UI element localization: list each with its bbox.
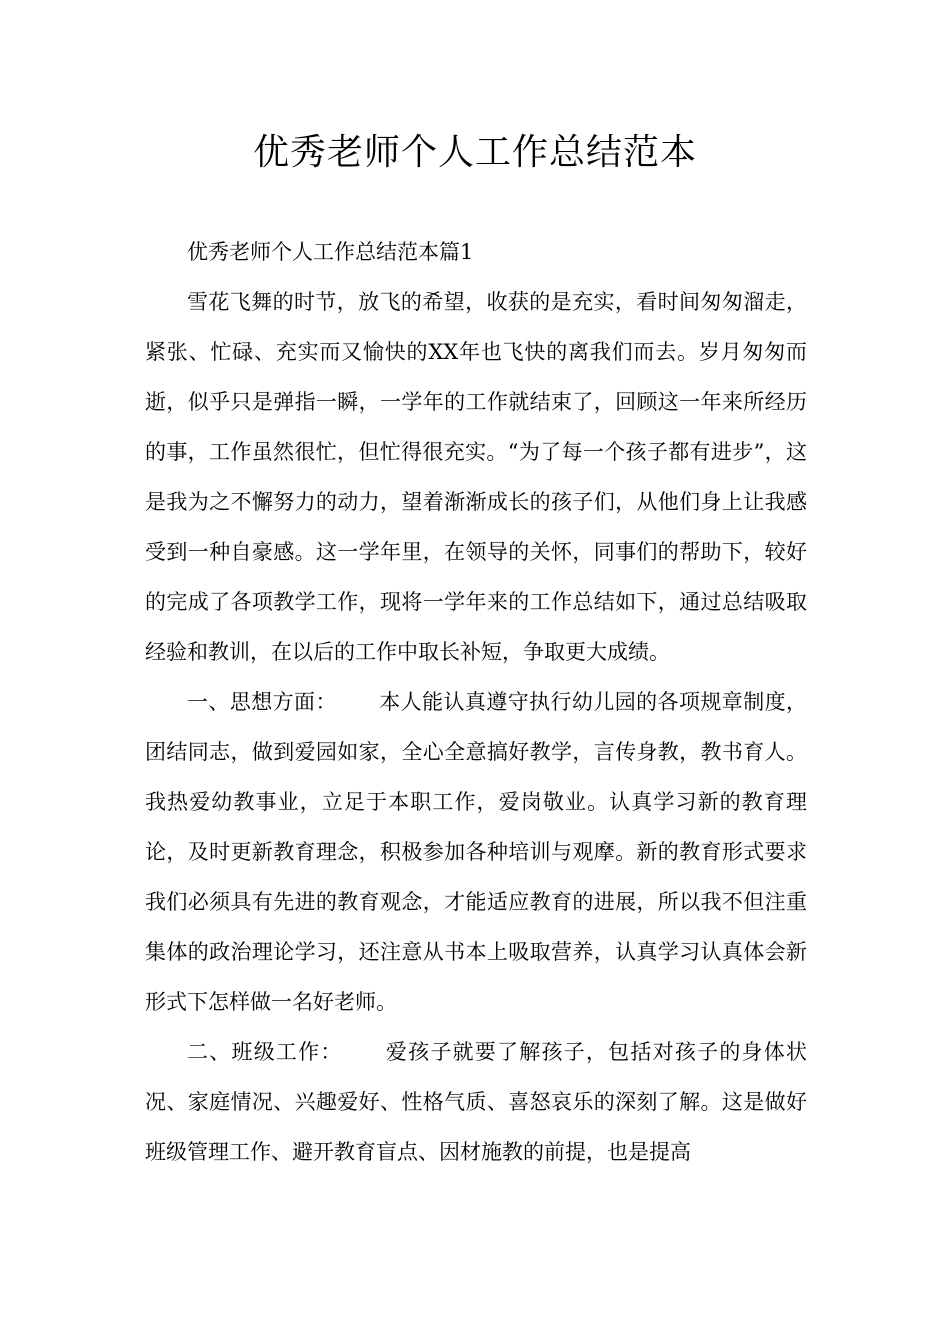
paragraph-section-2 <box>145 1027 807 1177</box>
paragraph-section-1 <box>145 677 807 1027</box>
document-title: 优秀老师个人工作总结范本 <box>252 132 697 173</box>
section-2-text: 爱孩子就要了解孩子，包括对孩子的身体状况、家庭情况、兴趣爱好、性格气质、喜怒哀乐的深刻了解。这是做好班级管理工作、避开教育盲点、因材施教的前提，也是提高 <box>145 1040 808 1164</box>
section-1-label: 一、思想方面： <box>187 690 337 714</box>
section-heading: 优秀老师个人工作总结范本篇1 <box>187 240 474 264</box>
paragraph-intro: 雪花飞舞的时节，放飞的希望，收获的是充实，看时间匆匆溜走，紧张、忙碌、充实而又愉快的XX年也飞快的离我们而去。岁月匆匆而逝，似乎只是弹指一瞬，一学年的工作就结束了，回顾这一年来所经历的事，工作虽然很忙，但忙得很充实。“为了每一个孩子都有进步”，这是我为之不懈努力的动力，望着渐渐成长的孩子们，从他们身上让我感受到一种自豪感。这一学年里，在领导的关怀，同事们的帮助下，较好的完成了各项教学工作，现将一学年来的工作总结如下，通过总结吸取经验和教训，在以后的工作中取长补短，争取更大成绩。 <box>145 290 807 664</box>
section-2-label: 二、班级工作： <box>187 1040 343 1064</box>
section-1-text: 本人能认真遵守执行幼儿园的各项规章制度，团结同志，做到爱园如家，全心全意搞好教学，言传身教，教书育人。我热爱幼教事业，立足于本职工作，爱岗敬业。认真学习新的教育理论，及时更新教育理念，积极参加各种培训与观摩。新的教育形式要求我们必须具有先进的教育观念，才能适应教育的进展，所以我不但注重集体的政治理论学习，还注意从书本上吸取营养，认真学习认真体会新形式下怎样做一名好老师。 <box>145 690 808 1014</box>
document-body <box>145 227 807 1177</box>
